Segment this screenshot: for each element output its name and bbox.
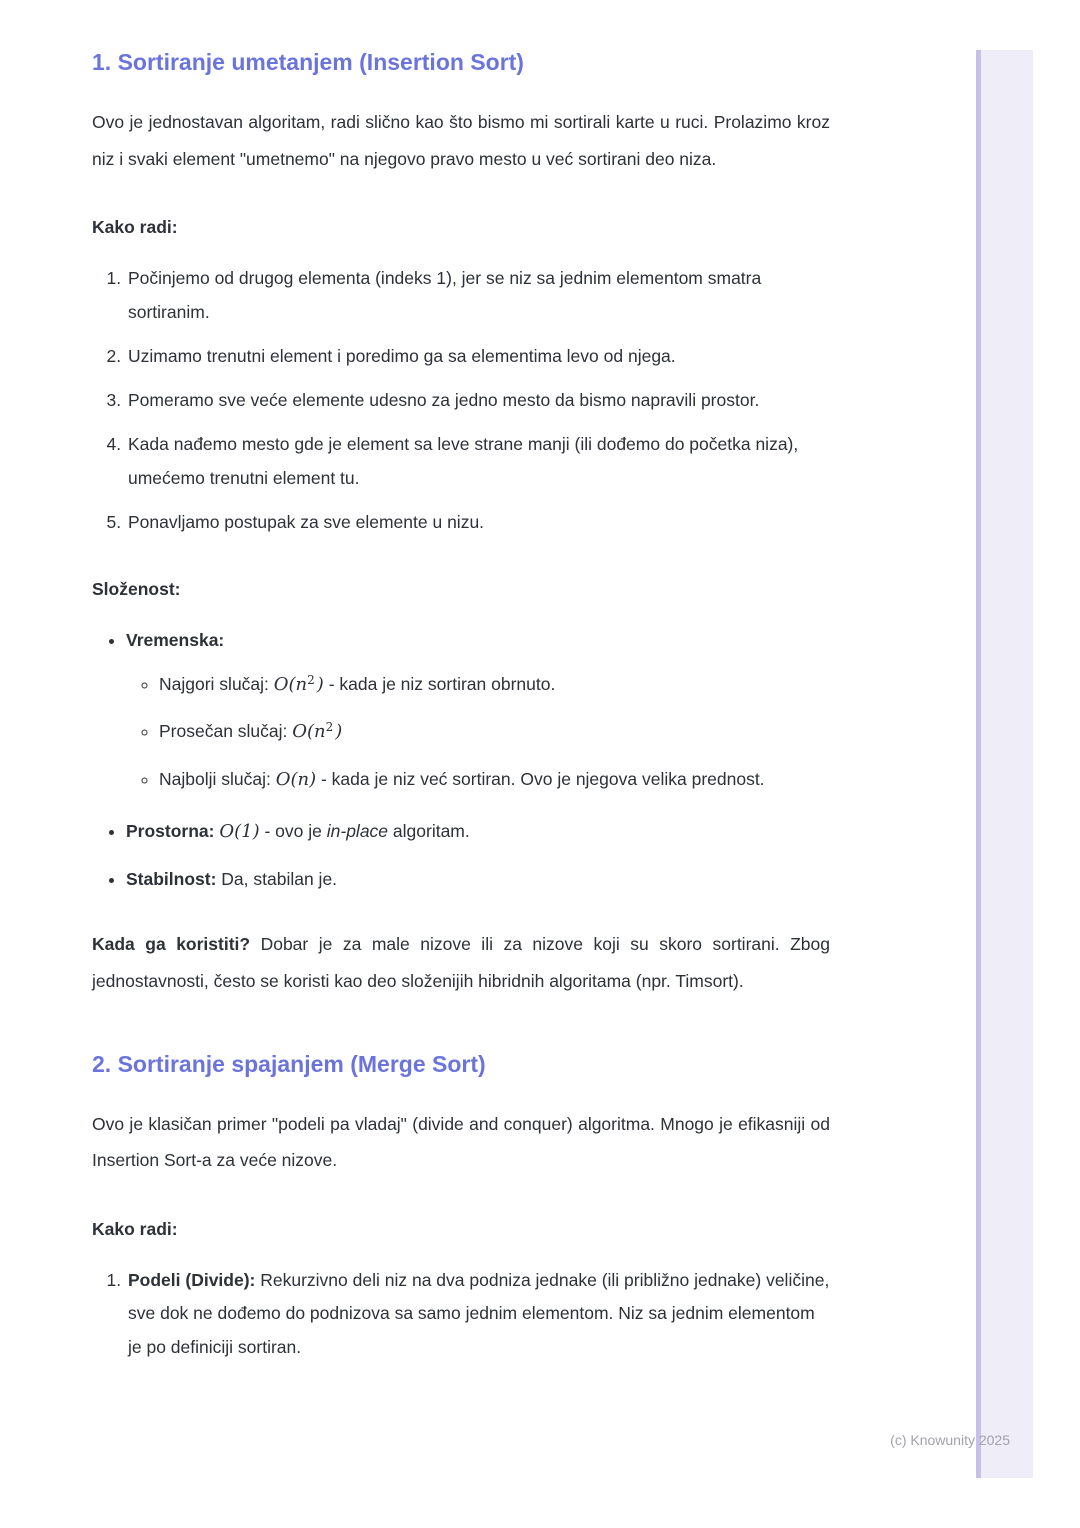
exponent: 2 bbox=[325, 719, 334, 734]
big-o-notation: O(1) bbox=[219, 820, 260, 842]
exponent: 2 bbox=[307, 672, 315, 687]
section-2-intro-paragraph: Ovo je klasičan primer "podeli pa vladaj" (divide and conquer) algoritma. Mnogo je efikasniji od Insertion Sort-a za veće nizove. bbox=[92, 1113, 830, 1171]
list-item: 4. Kada nađemo mesto gde je element sa leve strane manji (ili dođemo do početka niza), umećemo trenutni element tu. bbox=[126, 428, 830, 495]
copyright-footer: (c) Knowunity 2025 bbox=[890, 1432, 1010, 1448]
when-to-use-lead: Kada ga koristiti? bbox=[92, 934, 251, 955]
section-1-how-label: Kako radi: bbox=[92, 217, 178, 238]
average-case-item: ◦ Prosečan slučaj: $O(n^2$ ) bbox=[159, 714, 830, 749]
when-to-use-paragraph: Kada ga koristiti? Dobar je za male nizove ili za nizove koji su skoro sortirani. Zbog jednostavnosti, često se koristi kao deo složenijih hibridnih algoritama (npr. Timsort). bbox=[92, 934, 830, 991]
complexity-label: Složenost: bbox=[92, 579, 181, 600]
list-item: 1. Podeli (Divide): Rekurzivno deli niz na dva podniza jednake (ili približno jednake) veličine, sve dok ne dođemo do podnizova sa samo jednim elementom. Niz sa jednim elementom je po definiciji sortiran. bbox=[126, 1264, 830, 1364]
note-document-content bbox=[92, 48, 830, 1398]
list-item: 2. Uzimamo trenutni element i poredimo ga sa elementima levo od njega. bbox=[126, 340, 830, 373]
merge-sort-steps-list bbox=[92, 1264, 830, 1364]
section-1-title: 1. Sortiranje umetanjem (Insertion Sort) bbox=[92, 49, 524, 75]
divide-step-lead: Podeli (Divide): bbox=[128, 1270, 256, 1290]
stability-label: Stabilnost: bbox=[126, 868, 222, 889]
big-o-notation: O(n) bbox=[275, 768, 317, 790]
complexity-list bbox=[92, 624, 830, 896]
time-complexity-label: Vremenska: bbox=[126, 630, 225, 651]
section-1-intro-paragraph: Ovo je jednostavan algoritam, radi slično kao što bismo mi sortirali karte u ruci. Prolazimo kroz niz i svaki element "umetnemo" na njegovo pravo mesto u već sortirani deo niza. bbox=[92, 111, 830, 169]
big-o-notation: O(n bbox=[273, 674, 308, 696]
list-item: 3. Pomeramo sve veće elemente udesno za jedno mesto da bismo napravili prostor. bbox=[126, 384, 830, 417]
section-2-title: 2. Sortiranje spajanjem (Merge Sort) bbox=[92, 1050, 486, 1077]
stability-item: • Stabilnost: Da, stabilan je. bbox=[126, 863, 830, 896]
insertion-sort-steps-list bbox=[92, 262, 830, 539]
worst-case-item: ◦ Najgori slučaj: $O(n^2$ ) - kada je niz sortiran obrnuto. bbox=[159, 667, 830, 702]
in-place-term: in-place bbox=[326, 820, 389, 841]
time-complexity-item bbox=[126, 624, 830, 797]
space-complexity-item: • Prostorna: O(1) - ovo je in-place algoritam. bbox=[126, 815, 830, 849]
space-complexity-label: Prostorna: bbox=[126, 820, 220, 841]
time-cases-list bbox=[126, 667, 830, 796]
list-item: 1. Počinjemo od drugog elementa (indeks 1), jer se niz sa jednim elementom smatra sortiranim. bbox=[126, 262, 830, 329]
big-o-notation: O(n bbox=[292, 721, 326, 743]
best-case-item: ◦ Najbolji slučaj: O(n) - kada je niz već sortiran. Ovo je njegova velika prednost. bbox=[159, 762, 830, 797]
section-2-how-label: Kako radi: bbox=[92, 1219, 178, 1239]
right-margin-strip bbox=[976, 50, 1033, 1478]
list-item: 5. Ponavljamo postupak za sve elemente u nizu. bbox=[126, 506, 830, 539]
